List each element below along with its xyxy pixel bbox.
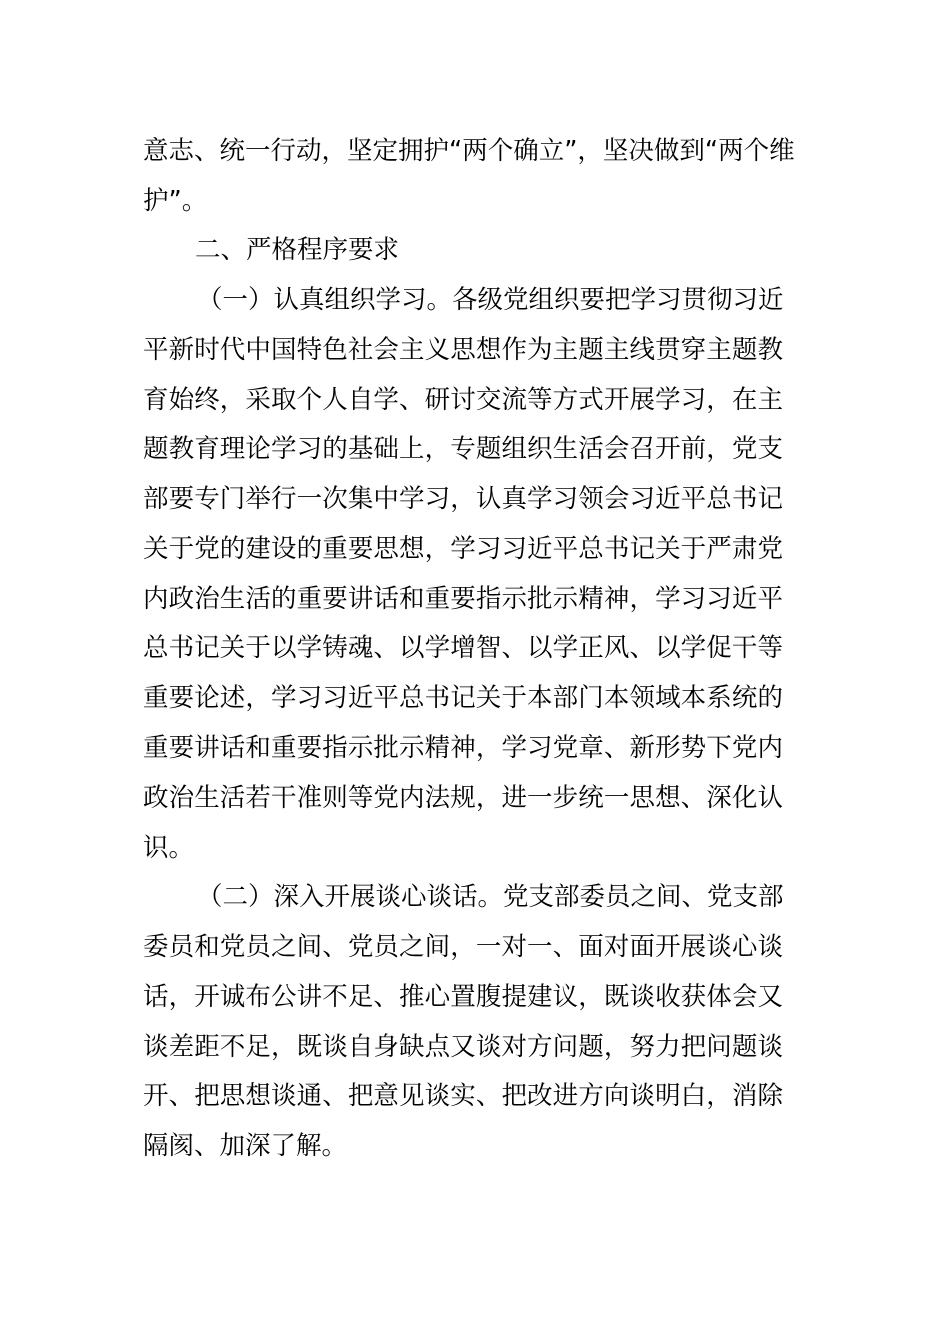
text-line bbox=[0, 479, 950, 519]
text-line bbox=[0, 380, 950, 420]
text-line bbox=[0, 1126, 950, 1166]
line-text: 题教育理论学习的基础上，专题组织生活会召开前，党支 bbox=[143, 434, 783, 464]
text-line bbox=[0, 131, 950, 171]
text-line bbox=[0, 280, 950, 320]
line-text: 内政治生活的重要讲话和重要指示批示精神，学习习近平 bbox=[143, 584, 783, 614]
line-text: 识。 bbox=[143, 833, 195, 863]
line-text: （二）深入开展谈心谈话。党支部委员之间、党支部 bbox=[197, 882, 784, 912]
heading-text: 二、严格程序要求 bbox=[195, 235, 400, 265]
line-text: 重要论述，学习习近平总书记关于本部门本领域本系统的 bbox=[143, 683, 783, 713]
text-line bbox=[0, 330, 950, 370]
section-heading bbox=[0, 230, 950, 270]
line-text: 育始终，采取个人自学、研讨交流等方式开展学习，在主 bbox=[143, 385, 783, 415]
line-text: 护”。 bbox=[143, 186, 208, 216]
text-line bbox=[0, 927, 950, 967]
line-text: 部要专门举行一次集中学习，认真学习领会习近平总书记 bbox=[143, 484, 783, 514]
text-line bbox=[0, 778, 950, 818]
text-line bbox=[0, 579, 950, 619]
text-line bbox=[0, 1076, 950, 1116]
text-line bbox=[0, 1027, 950, 1067]
text-line bbox=[0, 628, 950, 668]
line-text: （一）认真组织学习。各级党组织要把学习贯彻习近 bbox=[197, 285, 784, 315]
line-text: 开、把思想谈通、把意见谈实、把改进方向谈明白，消除 bbox=[143, 1081, 783, 1111]
text-line bbox=[0, 977, 950, 1017]
text-line bbox=[0, 828, 950, 868]
line-text: 总书记关于以学铸魂、以学增智、以学正风、以学促干等 bbox=[143, 633, 783, 663]
line-text: 隔阂、加深了解。 bbox=[143, 1131, 348, 1161]
text-line bbox=[0, 529, 950, 569]
line-text: 重要讲话和重要指示批示精神，学习党章、新形势下党内 bbox=[143, 733, 783, 763]
line-text: 委员和党员之间、党员之间，一对一、面对面开展谈心谈 bbox=[143, 932, 783, 962]
text-line bbox=[0, 678, 950, 718]
line-text: 平新时代中国特色社会主义思想作为主题主线贯穿主题教 bbox=[143, 335, 783, 365]
line-text: 话，开诚布公讲不足、推心置腹提建议，既谈收获体会又 bbox=[143, 982, 783, 1012]
text-line bbox=[0, 877, 950, 917]
text-line bbox=[0, 728, 950, 768]
line-text: 政治生活若干准则等党内法规，进一步统一思想、深化认 bbox=[143, 783, 783, 813]
line-text: 关于党的建设的重要思想，学习习近平总书记关于严肃党 bbox=[143, 534, 783, 564]
text-line bbox=[0, 429, 950, 469]
line-text: 意志、统一行动，坚定拥护“两个确立”，坚决做到“两个维 bbox=[143, 136, 795, 166]
line-text: 谈差距不足，既谈自身缺点又谈对方问题，努力把问题谈 bbox=[143, 1032, 783, 1062]
text-line bbox=[0, 181, 950, 221]
